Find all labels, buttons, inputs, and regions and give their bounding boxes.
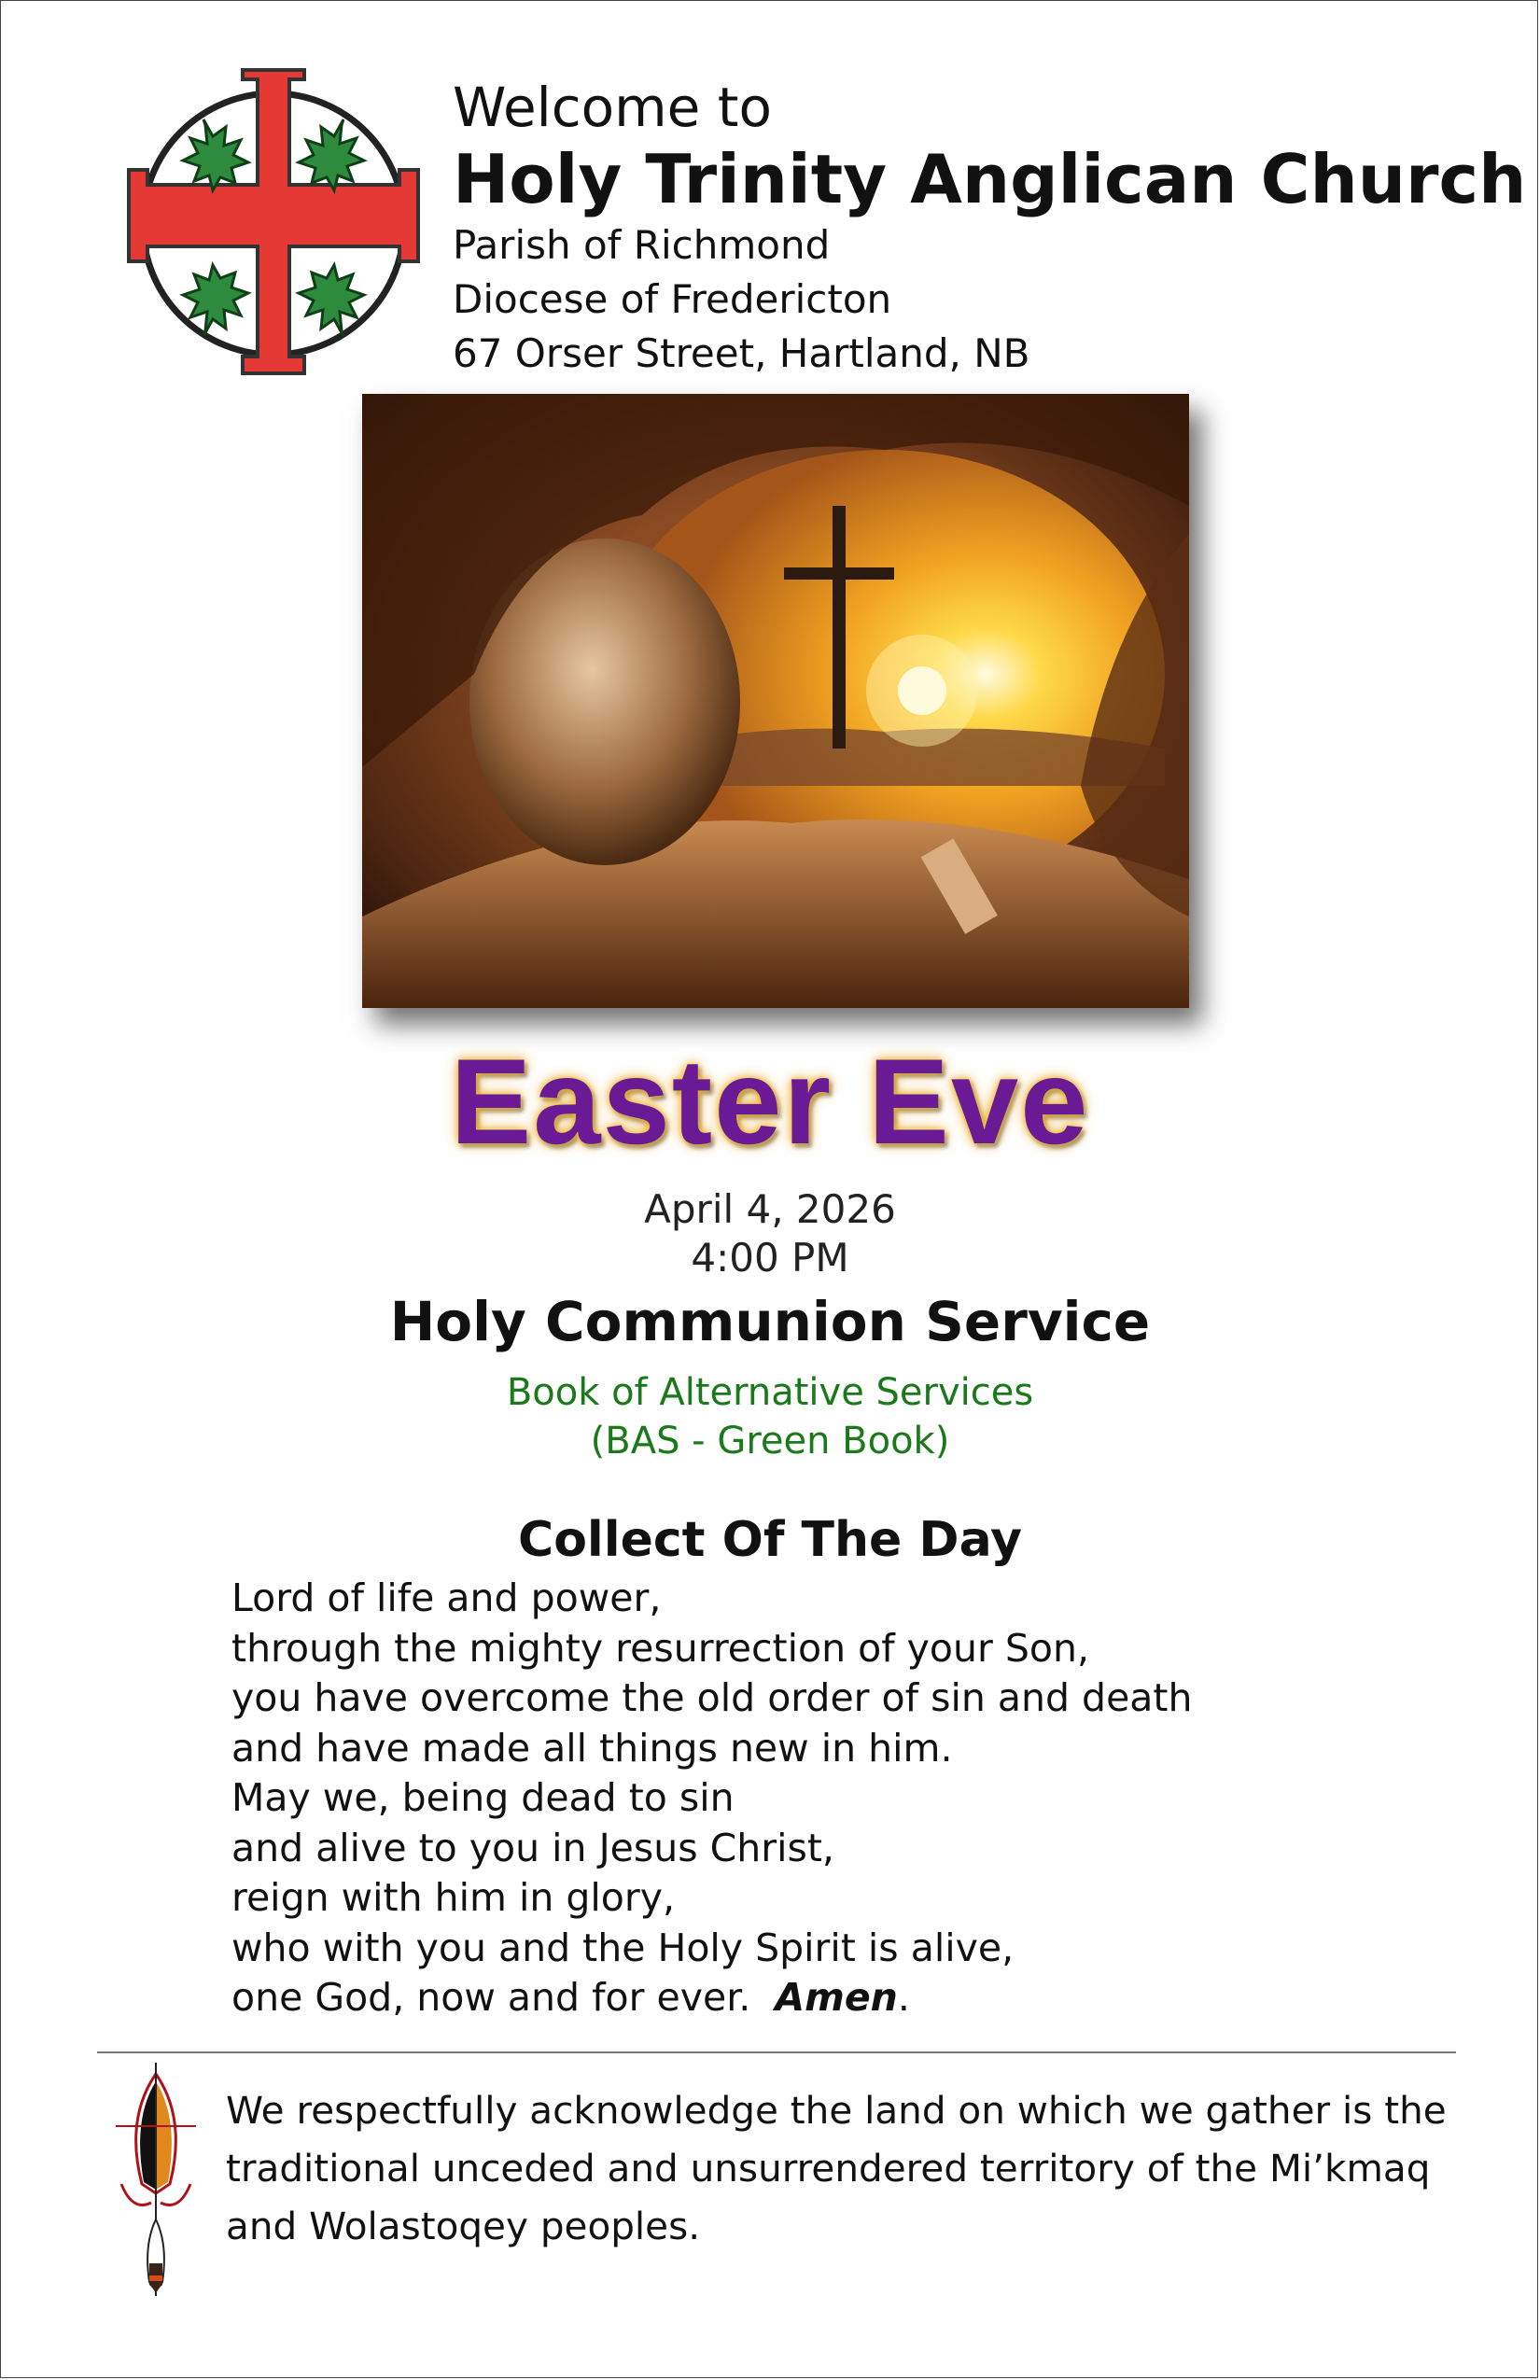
- parish-name: Parish of Richmond: [453, 222, 831, 268]
- acknowledgement-line: We respectfully acknowledge the land on which we gather is the: [226, 2088, 1447, 2133]
- collect-heading: Collect Of The Day: [518, 1512, 1022, 1568]
- collect-line: Lord of life and power,: [231, 1575, 662, 1620]
- cross-maple-leaf-logo-icon: [119, 65, 427, 383]
- collect-line: one God, now and for ever.: [231, 1975, 751, 2020]
- collect-line: you have overcome the old order of sin and death: [231, 1675, 1193, 1720]
- acknowledgement-line: traditional unceded and unsurrendered territory of the Mi’kmaq: [226, 2146, 1431, 2191]
- collect-line: who with you and the Holy Spirit is alive,: [231, 1925, 1015, 1970]
- service-book: Book of Alternative Services: [506, 1371, 1034, 1414]
- church-header: [453, 75, 1526, 381]
- service-name: Holy Communion Service: [389, 1290, 1151, 1353]
- diocese-name: Diocese of Fredericton: [453, 276, 892, 322]
- collect-text: [231, 1574, 1192, 2023]
- collect-line: through the mighty resurrection of your Son,: [231, 1625, 1090, 1671]
- eagle-feather-medicine-wheel-icon: [114, 2063, 198, 2296]
- land-acknowledgement: [226, 2081, 1467, 2255]
- amen-text: Amen: [775, 1975, 898, 2020]
- church-name: Holy Trinity Anglican Church: [453, 140, 1527, 218]
- collect-line: and alive to you in Jesus Christ,: [231, 1825, 834, 1870]
- collect-line: May we, being dead to sin: [231, 1775, 735, 1820]
- collect-line: reign with him in glory,: [231, 1875, 676, 1920]
- service-time: 4:00 PM: [691, 1235, 849, 1281]
- service-date: April 4, 2026: [644, 1186, 896, 1232]
- church-address: 67 Orser Street, Hartland, NB: [453, 330, 1030, 376]
- page-title: Easter Eve: [450, 1033, 1090, 1169]
- amen-period: .: [897, 1975, 910, 2020]
- section-divider: [97, 2051, 1456, 2053]
- service-book-note: (BAS - Green Book): [590, 1420, 950, 1463]
- acknowledgement-line: and Wolastoqey peoples.: [226, 2204, 701, 2248]
- empty-tomb-cross-sunrise-image: [362, 394, 1189, 1008]
- collect-line: and have made all things new in him.: [231, 1725, 953, 1771]
- collect-line-final: [231, 1973, 1192, 2023]
- welcome-text: Welcome to: [453, 76, 772, 139]
